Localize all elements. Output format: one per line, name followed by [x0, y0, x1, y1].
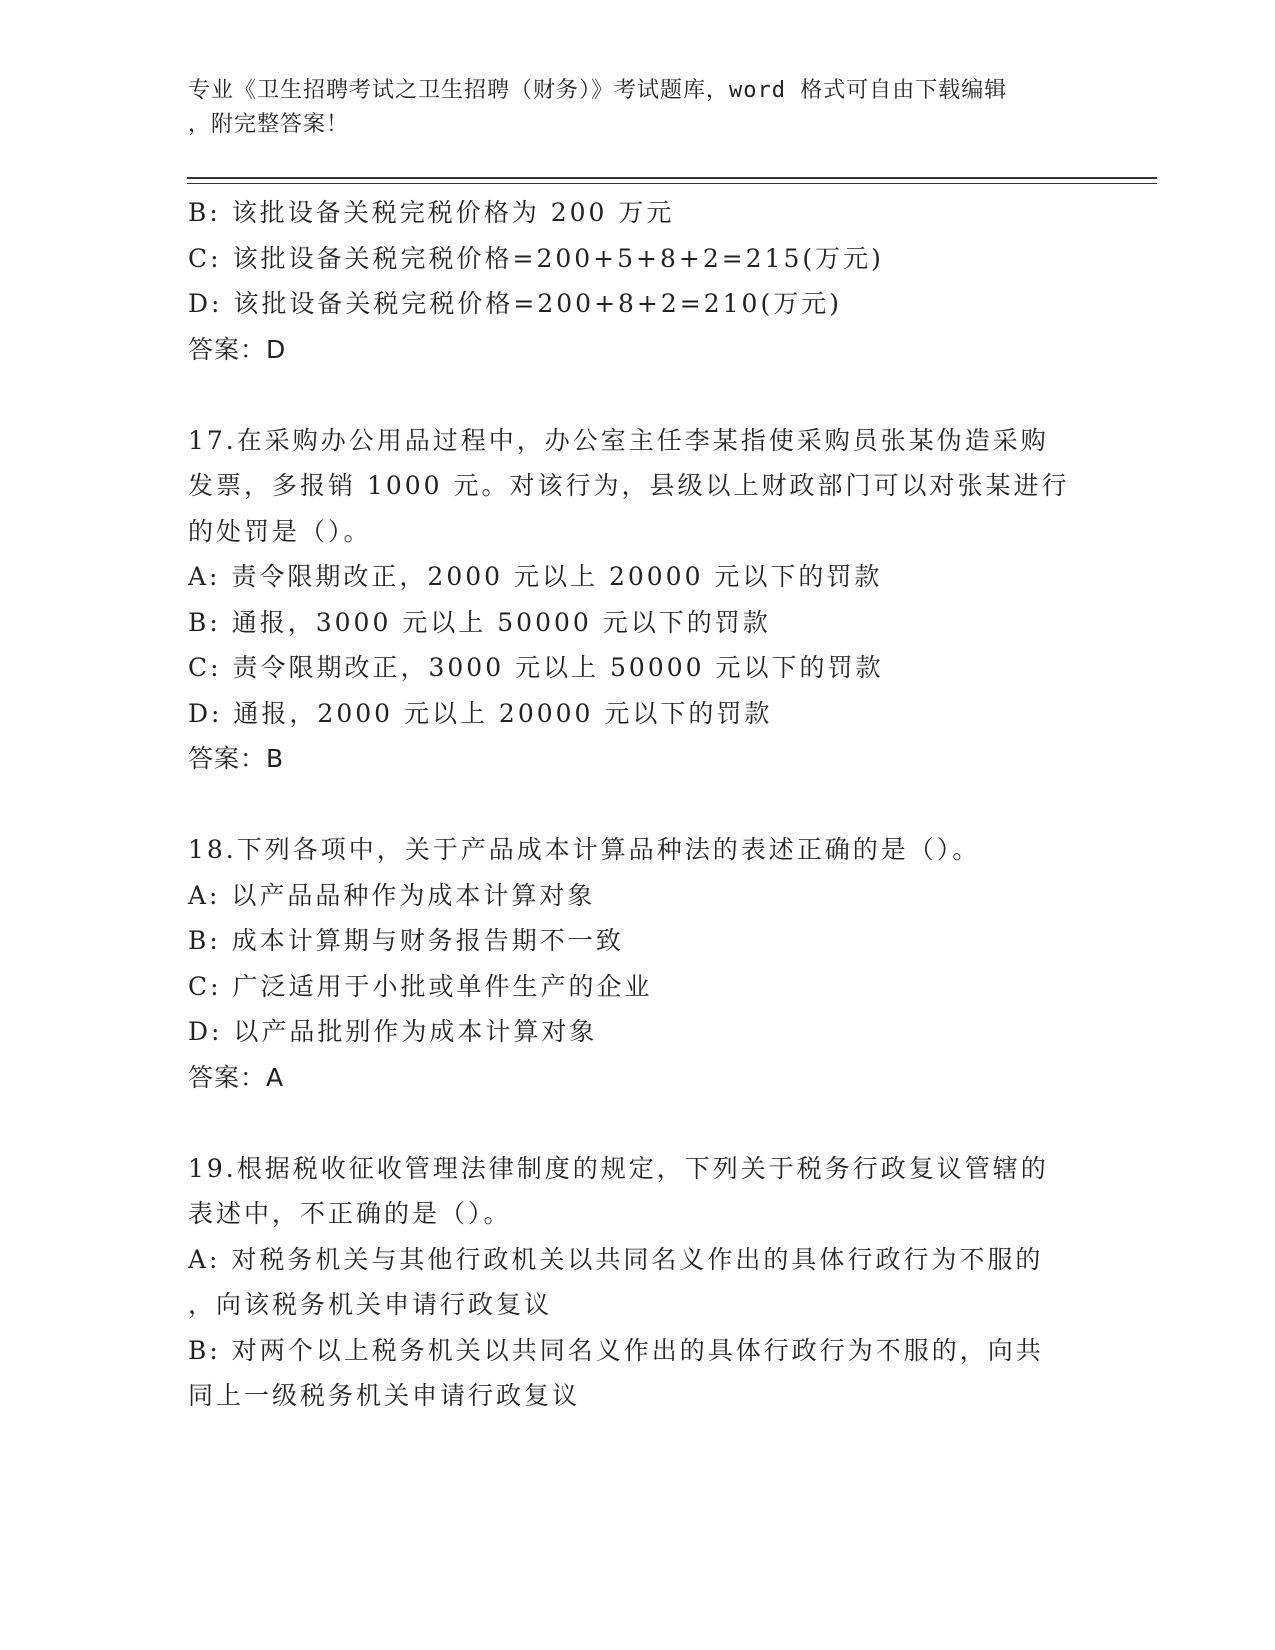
question-18 — [188, 827, 1078, 1100]
document-header — [188, 74, 1088, 142]
answer: 答案：D — [188, 334, 287, 364]
answer: 答案：B — [188, 744, 285, 773]
option-a: A: 以产品品种作为成本计算对象 — [188, 880, 596, 910]
option-c: C: 责令限期改正，3000 元以上 50000 元以下的罚款 — [188, 653, 884, 682]
option-d: D: 通报，2000 元以上 20000 元以下的罚款 — [188, 698, 773, 728]
option-b: B: 对两个以上税务机关以共同名义作出的具体行政行为不服的，向共 — [188, 1335, 1044, 1365]
question-17 — [188, 418, 1078, 782]
header-divider-thick — [187, 177, 1157, 179]
question-stem-line: 19.根据税收征收管理法律制度的规定，下列关于税务行政复议管辖的 — [188, 1153, 1049, 1183]
header-line-1: 专业《卫生招聘考试之卫生招聘（财务）》考试题库，word 格式可自由下载编辑 — [188, 78, 1008, 103]
option-b: B: 通报，3000 元以上 50000 元以下的罚款 — [188, 607, 771, 637]
header-divider-thin — [187, 183, 1157, 184]
option-c: C: 该批设备关税完税价格=200+5+8+2=215(万元) — [188, 243, 884, 273]
answer: 答案：A — [188, 1062, 285, 1092]
question-stem-line: 的处罚是（）。 — [188, 516, 372, 546]
question-16 — [188, 190, 1078, 372]
option-b: B: 成本计算期与财务报告期不一致 — [188, 926, 624, 955]
exam-content — [188, 190, 1078, 1419]
option-b: B: 该批设备关税完税价格为 200 万元 — [188, 198, 675, 227]
question-stem-line: 18.下列各项中，关于产品成本计算品种法的表述正确的是（）。 — [188, 835, 981, 864]
option-b-continued: 同上一级税务机关申请行政复议 — [188, 1381, 581, 1410]
question-stem-line: 发票，多报销 1000 元。对该行为，县级以上财政部门可以对张某进行 — [188, 471, 1070, 500]
header-line-2: ，附完整答案！ — [188, 112, 350, 137]
option-d: D: 该批设备关税完税价格=200+8+2=210(万元) — [188, 289, 842, 318]
question-stem-line: 17.在采购办公用品过程中，办公室主任李某指使采购员张某伪造采购 — [188, 425, 1049, 455]
question-stem-line: 表述中，不正确的是（）。 — [188, 1199, 512, 1228]
option-c: C: 广泛适用于小批或单件生产的企业 — [188, 971, 653, 1001]
question-19 — [188, 1146, 1078, 1419]
option-a: A: 对税务机关与其他行政机关以共同名义作出的具体行政行为不服的 — [188, 1244, 1044, 1274]
option-a-continued: ，向该税务机关申请行政复议 — [188, 1290, 553, 1319]
option-a: A: 责令限期改正，2000 元以上 20000 元以下的罚款 — [188, 562, 883, 591]
option-d: D: 以产品批别作为成本计算对象 — [188, 1017, 598, 1046]
